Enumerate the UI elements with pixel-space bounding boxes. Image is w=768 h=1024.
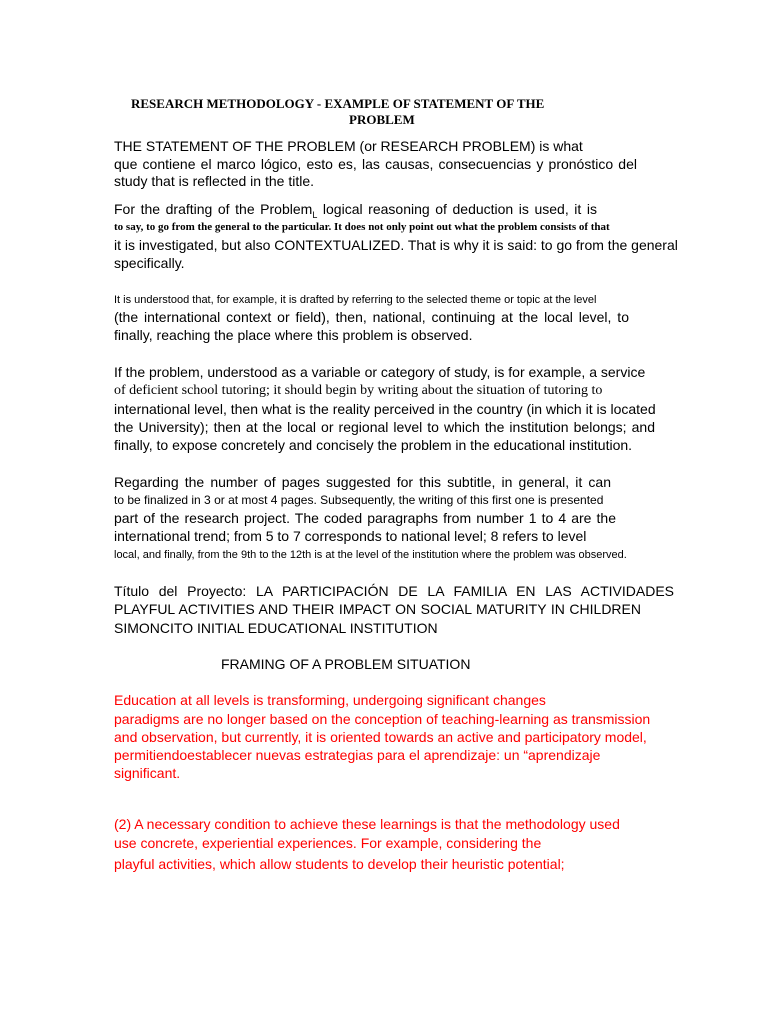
project-title-line: SIMONCITO INITIAL EDUCATIONAL INSTITUTION xyxy=(114,620,438,636)
document-title-line-2: PROBLEM xyxy=(349,112,415,127)
paragraph-line: finally, reaching the place where this problem is observed. xyxy=(114,327,473,343)
paragraph-line: it is investigated, but also CONTEXTUALIZED. That is why it is said: to go from the general xyxy=(114,237,678,253)
red-paragraph-line: (2) A necessary condition to achieve these learnings is that the methodology used xyxy=(114,816,620,832)
paragraph-text: logical reasoning of deduction is used, it is xyxy=(317,201,597,217)
document-title-line-1: RESEARCH METHODOLOGY - EXAMPLE OF STATEMENT OF THE xyxy=(131,96,545,111)
red-paragraph-line: permitiendoestablecer nuevas estrategias para el aprendizaje: un “aprendizaje xyxy=(114,747,601,763)
project-title-line: Título del Proyecto: LA PARTICIPACIÓN DE LA FAMILIA EN LAS ACTIVIDADES xyxy=(114,583,674,599)
paragraph-line: international level, then what is the reality perceived in the country (in which it is located xyxy=(114,401,656,417)
paragraph-line: que contiene el marco lógico, esto es, las causas, consecuencias y pronóstico del xyxy=(114,156,637,172)
paragraph-line: international trend; from 5 to 7 corresponds to national level; 8 refers to level xyxy=(114,528,587,544)
paragraph-line: finally, to expose concretely and concisely the problem in the educational institution. xyxy=(114,437,633,453)
paragraph-line: part of the research project. The coded paragraphs from number 1 to 4 are the xyxy=(114,510,616,526)
paragraph-mark: L xyxy=(312,209,318,220)
red-paragraph-line: use concrete, experiential experiences. For example, considering the xyxy=(114,835,542,851)
paragraph-line: specifically. xyxy=(114,255,185,271)
paragraph-line: the University); then at the local or regional level to which the institution belongs; and xyxy=(114,419,655,435)
red-paragraph-line: playful activities, which allow students to develop their heuristic potential; xyxy=(114,856,565,872)
section-heading: FRAMING OF A PROBLEM SITUATION xyxy=(221,656,471,672)
paragraph-line: to say, to go from the general to the particular. It does not only point out what the problem consists of that xyxy=(114,221,610,233)
paragraph-line: If the problem, understood as a variable or category of study, is for example, a service xyxy=(114,364,646,380)
paragraph-line: (the international context or field), then, national, continuing at the local level, to xyxy=(114,309,629,325)
red-paragraph-line: Education at all levels is transforming, undergoing significant changes xyxy=(114,692,546,708)
paragraph-line: study that is reflected in the title. xyxy=(114,173,314,189)
paragraph-line: of deficient school tutoring; it should begin by writing about the situation of tutoring to xyxy=(114,383,603,398)
project-title-line: PLAYFUL ACTIVITIES AND THEIR IMPACT ON SOCIAL MATURITY IN CHILDREN xyxy=(114,601,641,617)
paragraph-line: to be finalized in 3 or at most 4 pages. Subsequently, the writing of this first one is presented xyxy=(114,493,604,507)
red-paragraph-line: paradigms are no longer based on the conception of teaching-learning as transmission xyxy=(114,711,651,727)
paragraph-text: For the drafting of the Problem xyxy=(114,201,313,217)
red-paragraph-line: significant. xyxy=(114,765,181,781)
paragraph-line: THE STATEMENT OF THE PROBLEM (or RESEARCH PROBLEM) is what xyxy=(114,138,583,154)
red-paragraph-line: and observation, but currently, it is oriented towards an active and participatory model, xyxy=(114,729,647,745)
paragraph-line: It is understood that, for example, it is drafted by referring to the selected theme or topic at the level xyxy=(114,294,597,306)
paragraph-line: local, and finally, from the 9th to the 12th is at the level of the institution where the problem was observed. xyxy=(114,549,627,561)
paragraph-line: Regarding the number of pages suggested for this subtitle, in general, it can xyxy=(114,474,611,490)
